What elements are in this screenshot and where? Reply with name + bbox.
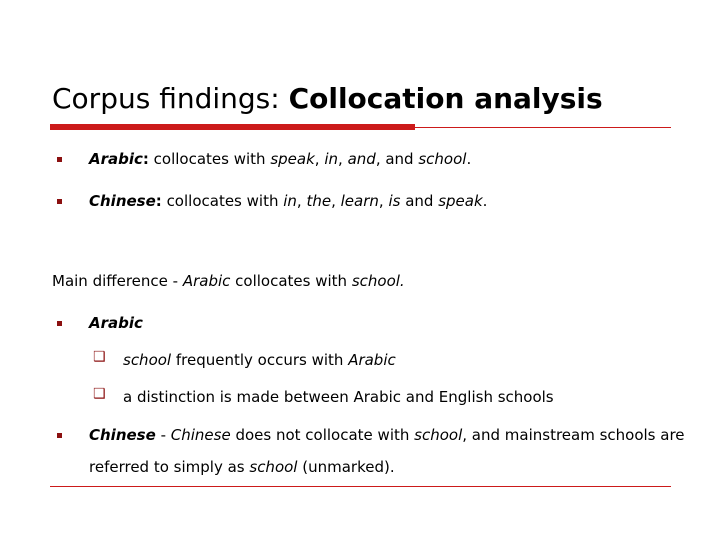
- bullet-arabic-line: Arabic: collocates with speak, in, and, and school.: [89, 150, 472, 168]
- checkbox-bullet-icon: ❑: [93, 349, 106, 365]
- sub-bullet-distinction-line: a distinction is made between Arabic and English schools: [123, 388, 554, 406]
- footer-divider: [50, 486, 671, 487]
- bullet-chinese-detail-line2: referred to simply as school (unmarked).: [89, 458, 395, 476]
- slide-title: [52, 82, 603, 115]
- title-underline-thin: [415, 127, 671, 128]
- bullet-chinese-detail-line1: Chinese - Chinese does not collocate with school, and mainstream schools are: [89, 426, 685, 444]
- bullet-square-icon: [57, 199, 62, 204]
- title-underline-thick: [50, 124, 415, 130]
- checkbox-bullet-icon: ❑: [93, 386, 106, 402]
- bullet-chinese-line: Chinese: collocates with in, the, learn, is and speak.: [89, 192, 488, 210]
- main-difference-line: Main difference - Arabic collocates with school.: [52, 272, 405, 290]
- bullet-square-icon: [57, 321, 62, 326]
- sub-bullet-school-line: school frequently occurs with Arabic: [123, 351, 396, 369]
- bullet-arabic-heading: Arabic: [89, 314, 143, 332]
- bullet-square-icon: [57, 433, 62, 438]
- title-bold: Collocation analysis: [288, 82, 603, 115]
- bullet-square-icon: [57, 157, 62, 162]
- title-plain: Corpus findings:: [52, 82, 289, 115]
